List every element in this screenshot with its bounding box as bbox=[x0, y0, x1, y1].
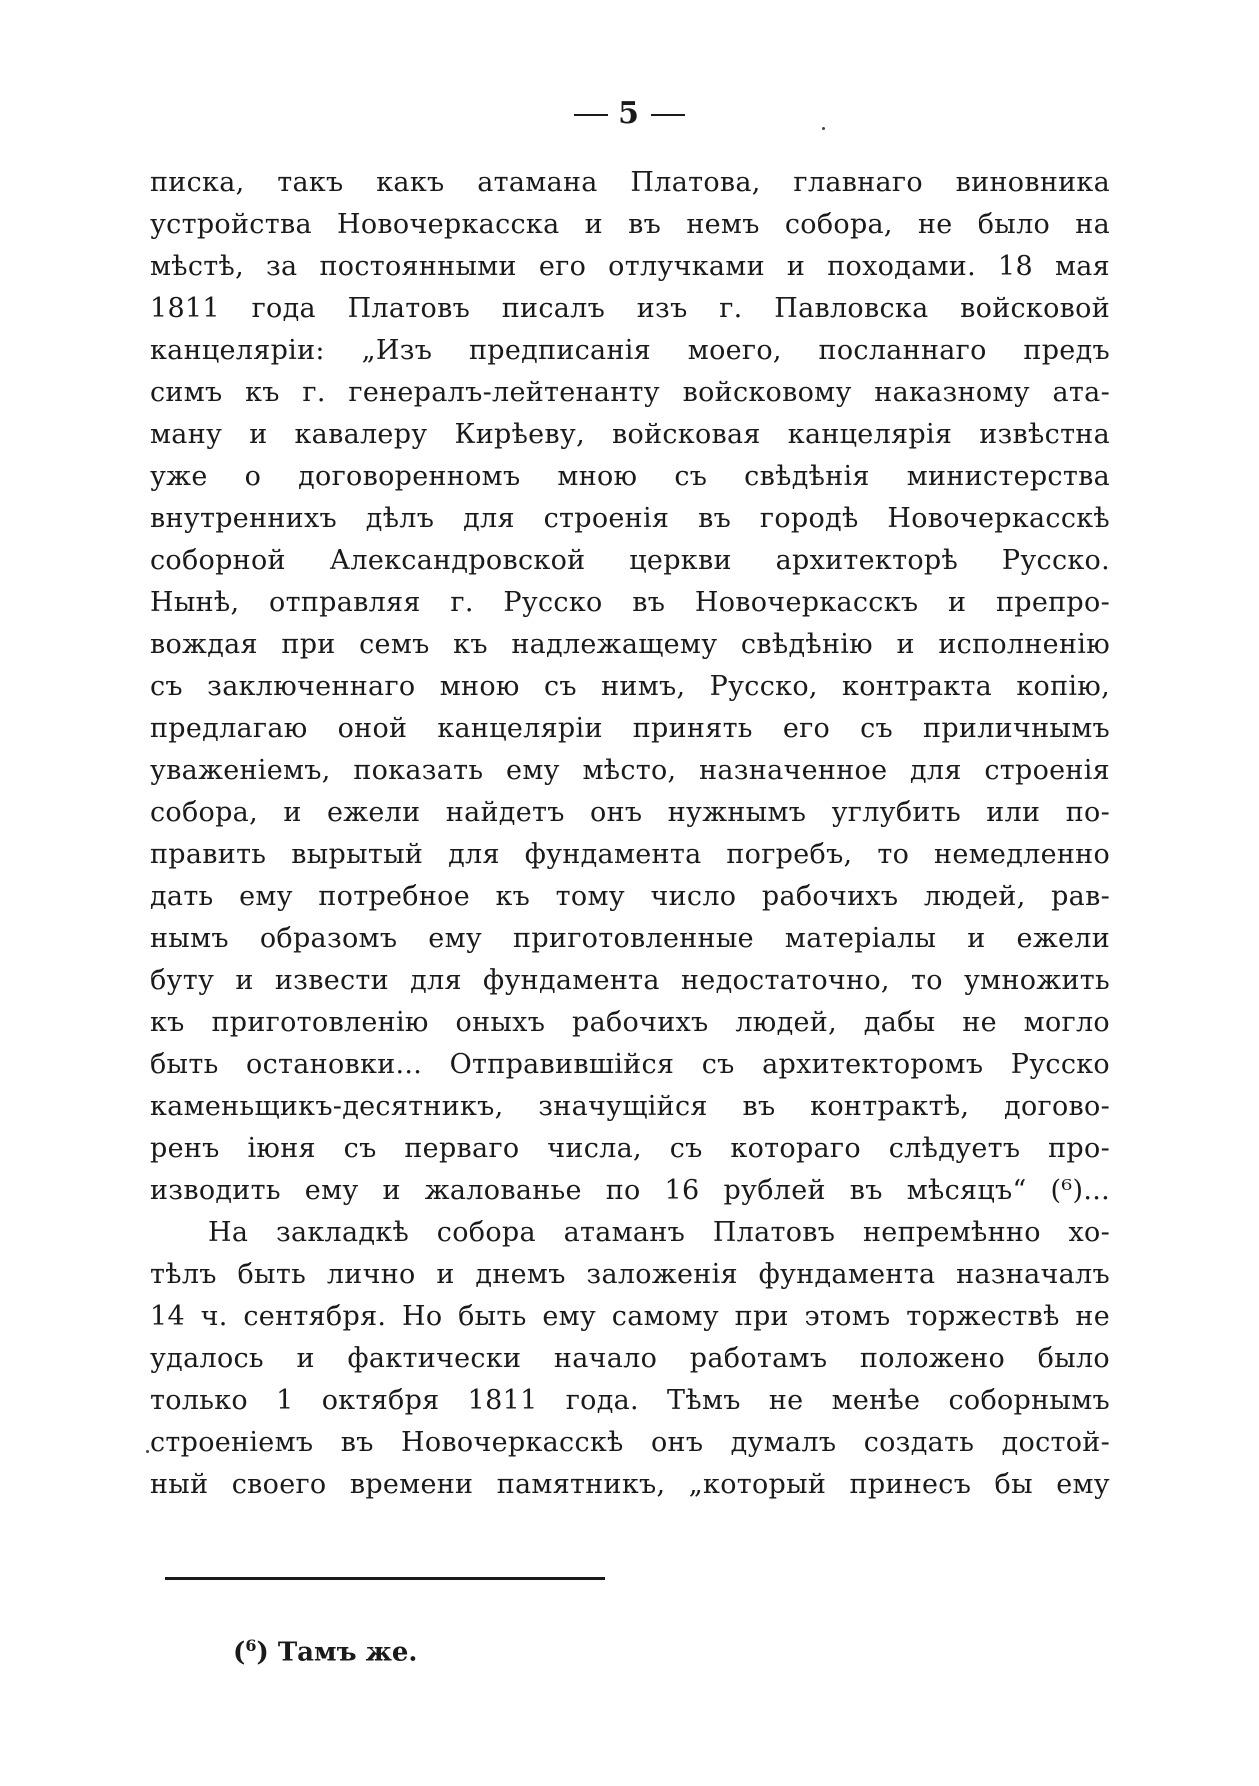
body-line: строеніемъ въ Новочеркасскѣ онъ думалъ создать достой- bbox=[150, 1427, 1110, 1458]
body-line: съ заключеннаго мною съ нимъ, Русско, контракта копію, bbox=[150, 671, 1110, 702]
body-line: На закладкѣ собора атаманъ Платовъ непремѣнно хо- bbox=[208, 1217, 1110, 1248]
body-line: править вырытый для фундамента погребъ, то немедленно bbox=[150, 839, 1110, 870]
body-line: писка, такъ какъ атамана Платова, главнаго виновника bbox=[150, 167, 1110, 198]
body-line: только 1 октября 1811 года. Тѣмъ не менѣе соборнымъ bbox=[150, 1385, 1110, 1416]
left-dash bbox=[574, 114, 608, 116]
page-number bbox=[0, 96, 1259, 131]
body-line: мѣстѣ, за постоянными его отлучками и походами. 18 мая bbox=[150, 251, 1110, 282]
body-line: внутреннихъ дѣлъ для строенія въ городѣ Новочеркасскѣ bbox=[150, 503, 1110, 534]
body-line: соборной Александровской церкви архитекторѣ Русско. bbox=[150, 545, 1110, 576]
body-line: предлагаю оной канцеляріи принять его съ приличнымъ bbox=[150, 713, 1110, 744]
footnote-divider bbox=[165, 1577, 605, 1580]
body-line: буту и извести для фундамента недостаточно, то умножить bbox=[150, 965, 1110, 996]
body-line: быть остановки... Отправившійся съ архитекторомъ Русско bbox=[150, 1049, 1110, 1080]
body-line: уже о договоренномъ мною съ свѣдѣнія министерства bbox=[150, 461, 1110, 492]
body-line: ренъ іюня съ перваго числа, съ котораго слѣдуетъ про- bbox=[150, 1133, 1110, 1164]
body-line: ману и кавалеру Кирѣеву, войсковая канцелярія извѣстна bbox=[150, 419, 1110, 450]
footnote: ($^6$) Тамъ же. bbox=[233, 1636, 418, 1668]
body-line: къ приготовленію оныхъ рабочихъ людей, дабы не могло bbox=[150, 1007, 1110, 1038]
body-line: дать ему потребное къ тому число рабочихъ людей, рав- bbox=[150, 881, 1110, 912]
body-line: удалось и фактически начало работамъ положено было bbox=[150, 1343, 1110, 1374]
body-line: 1811 года Платовъ писалъ изъ г. Павловска войсковой bbox=[150, 293, 1110, 324]
body-line: вождая при семъ къ надлежащему свѣдѣнію и исполненію bbox=[150, 629, 1110, 660]
scan-speck bbox=[146, 1450, 149, 1453]
page-number-value: 5 bbox=[618, 96, 641, 131]
body-line: 14 ч. сентября. Но быть ему самому при этомъ торжествѣ не bbox=[150, 1301, 1110, 1332]
footnote-number: 6 bbox=[245, 1636, 257, 1655]
body-line: Нынѣ, отправляя г. Русско въ Новочеркасскъ и препро- bbox=[150, 587, 1110, 618]
body-line: уваженіемъ, показать ему мѣсто, назначенное для строенія bbox=[150, 755, 1110, 786]
body-line: канцеляріи: „Изъ предписанія моего, посланнаго предъ bbox=[150, 335, 1110, 366]
body-line: собора, и ежели найдетъ онъ нужнымъ углубить или по- bbox=[150, 797, 1110, 828]
body-line: нымъ образомъ ему приготовленные матеріалы и ежели bbox=[150, 923, 1110, 954]
body-text bbox=[150, 162, 1110, 1506]
body-line: ный своего времени памятникъ, „который принесъ бы ему bbox=[150, 1469, 1110, 1500]
body-line: изводить ему и жалованье по 16 рублей въ мѣсяцъ“ (⁶)... bbox=[150, 1175, 1110, 1206]
body-line: устройства Новочеркасска и въ немъ собора, не было на bbox=[150, 209, 1110, 240]
scan-speck bbox=[822, 127, 825, 130]
body-line: каменьщикъ-десятникъ, значущійся въ контрактѣ, догово- bbox=[150, 1091, 1110, 1122]
footnote-text: Тамъ же. bbox=[277, 1637, 418, 1668]
right-dash bbox=[651, 114, 685, 116]
body-line: симъ къ г. генералъ-лейтенанту войсковому наказному ата- bbox=[150, 377, 1110, 408]
body-line: тѣлъ быть лично и днемъ заложенія фундамента назначалъ bbox=[150, 1259, 1110, 1290]
